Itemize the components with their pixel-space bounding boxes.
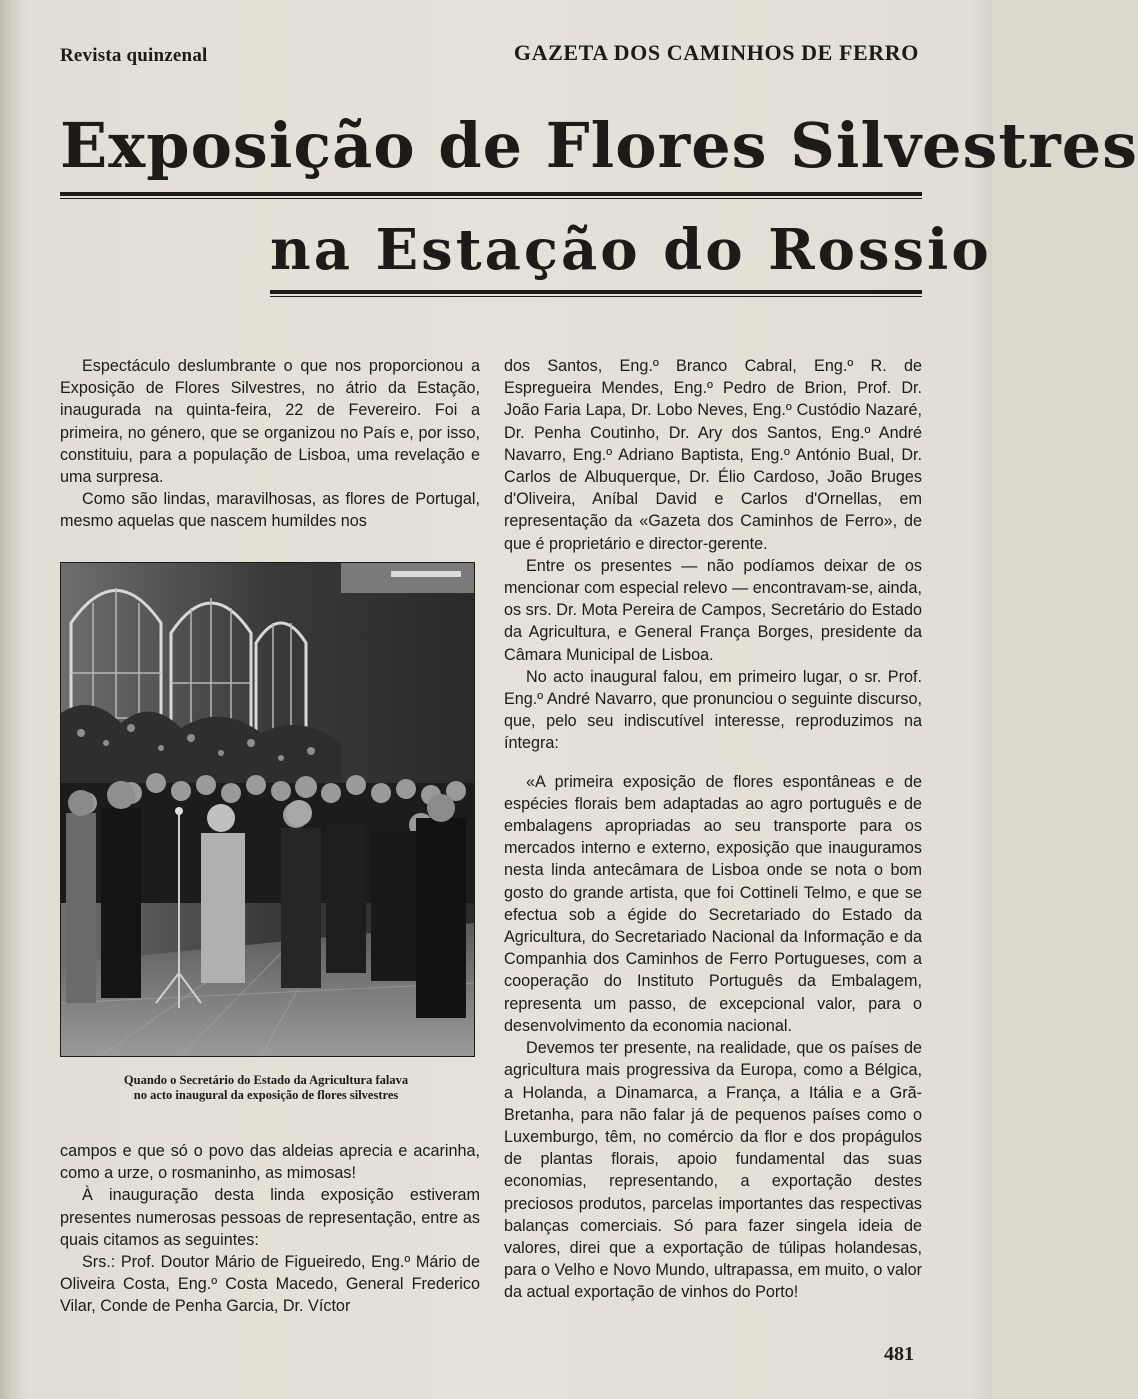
title-rule-2 xyxy=(270,290,922,294)
paragraph: dos Santos, Eng.º Branco Cabral, Eng.º R. de Espregueira Mendes, Eng.º Pedro de Brion, Prof. Dr. João Faria Lapa, Dr. Lobo Neves, Eng.º Custódio Nazaré, Dr. Penha Coutinho, Dr. Ary dos Santos, Eng.º André Navarro, Eng.º Adriano Baptista, Eng.º António Bual, Dr. Carlos de Albuquerque, Dr. Élio Cardoso, João Bruges d'Oliveira, Aníbal David e Carlos d'Ornellas, em representação da «Gazeta dos Caminhos de Ferro», de que é proprietário e director-gerente. xyxy=(504,357,922,553)
header-magazine-title: GAZETA DOS CAMINHOS DE FERRO xyxy=(513,40,919,65)
speech-paragraph: Devemos ter presente, na realidade, que os países de agricultura mais progressiva da Europa, como a Bélgica, a Holanda, a Dinamarca, a França, a Itália e a Grã-Bretanha, para não falar já de pequenos países como o Luxemburgo, têm, no comércio da flor e dos propágulos de plantas florais, apoio fundamental das suas economias, representando, a exportação destes preciosos produtos, parcelas importantes das respectivas balanças comerciais. Só para fazer singela ideia de valores, direi que a exportação de túlipas holandesas, para o Velho e Novo Mundo, ultrapassa, em muito, o valor da actual exportação de vinhos do Porto! xyxy=(504,1039,922,1302)
caption-line-2: no acto inaugural da exposição de flores silvestres xyxy=(133,1088,399,1102)
title-rule-2-thin xyxy=(270,296,922,297)
paragraph: No acto inaugural falou, em primeiro lugar, o sr. Prof. Eng.º André Navarro, que pronunciou o seguinte discurso, que, pelo seu indiscutível interesse, reproduzimos na íntegra: xyxy=(504,667,922,753)
magazine-page xyxy=(8,0,1138,1399)
event-photograph xyxy=(60,562,475,1057)
title-rule-1-thin xyxy=(60,198,922,199)
paragraph: À inauguração desta linda exposição estiveram presentes numerosas pessoas de representação, entre as quais citamos as seguintes: xyxy=(60,1186,480,1249)
paragraph: Como são lindas, maravilhosas, as flores de Portugal, mesmo aquelas que nascem humildes nos xyxy=(60,490,480,531)
left-column-bottom xyxy=(60,1140,480,1318)
photo-caption xyxy=(68,1073,464,1103)
paragraph: Srs.: Prof. Doutor Mário de Figueiredo, Eng.º Mário de Oliveira Costa, Eng.º Costa Macedo, General Frederico Vilar, Conde de Penha Garcia, Dr. Víctor xyxy=(60,1253,480,1316)
header-periodicity: Revista quinzenal xyxy=(60,45,208,66)
title-rule-1 xyxy=(60,192,922,196)
paragraph: campos e que só o povo das aldeias aprecia e acarinha, como a urze, o rosmaninho, as mimosas! xyxy=(60,1142,480,1183)
caption-line-1: Quando o Secretário do Estado da Agricultura falava xyxy=(123,1073,409,1087)
left-column-top xyxy=(60,355,480,533)
speech-paragraph: «A primeira exposição de flores espontâneas e de espécies florais bem adaptadas ao agro português e de embalagens apropriadas ao seu transporte para os mercados interno e externo, exposição que inauguramos nesta linda antecâmara de Lisboa onde se nota o bom gosto do grande artista, que foi Cottineli Telmo, e que se efectua sob a égide do Secretariado do Estado da Agricultura, do Secretariado Nacional da Informação e da Companhia dos Caminhos de Ferro Portugueses, com a cooperação do Instituto Português da Embalagem, representa um passo, de excepcional valor, para o desenvolvimento da economia nacional. xyxy=(504,772,922,1035)
paragraph: Entre os presentes — não podíamos deixar de os mencionar com especial relevo — encontravam-se, ainda, os srs. Dr. Mota Pereira de Campos, Secretário do Estado da Agricultura, e General França Borges, presidente da Câmara Municipal de Lisboa. xyxy=(504,556,922,664)
page-number: 481 xyxy=(884,1343,914,1365)
article-title-line-1: Exposição de Flores Silvestres xyxy=(60,109,1138,182)
right-column xyxy=(504,355,922,1304)
paragraph: Espectáculo deslumbrante o que nos proporcionou a Exposição de Flores Silvestres, no átrio da Estação, inaugurada na quinta-feira, 22 de Fevereiro. Foi a primeira, no género, que se organizou no País e, por isso, constituiu, para a população de Lisboa, uma revelação e uma surpresa. xyxy=(60,357,480,487)
article-title-line-2: na Estação do Rossio xyxy=(270,217,992,283)
photo-illustration xyxy=(61,563,474,1056)
